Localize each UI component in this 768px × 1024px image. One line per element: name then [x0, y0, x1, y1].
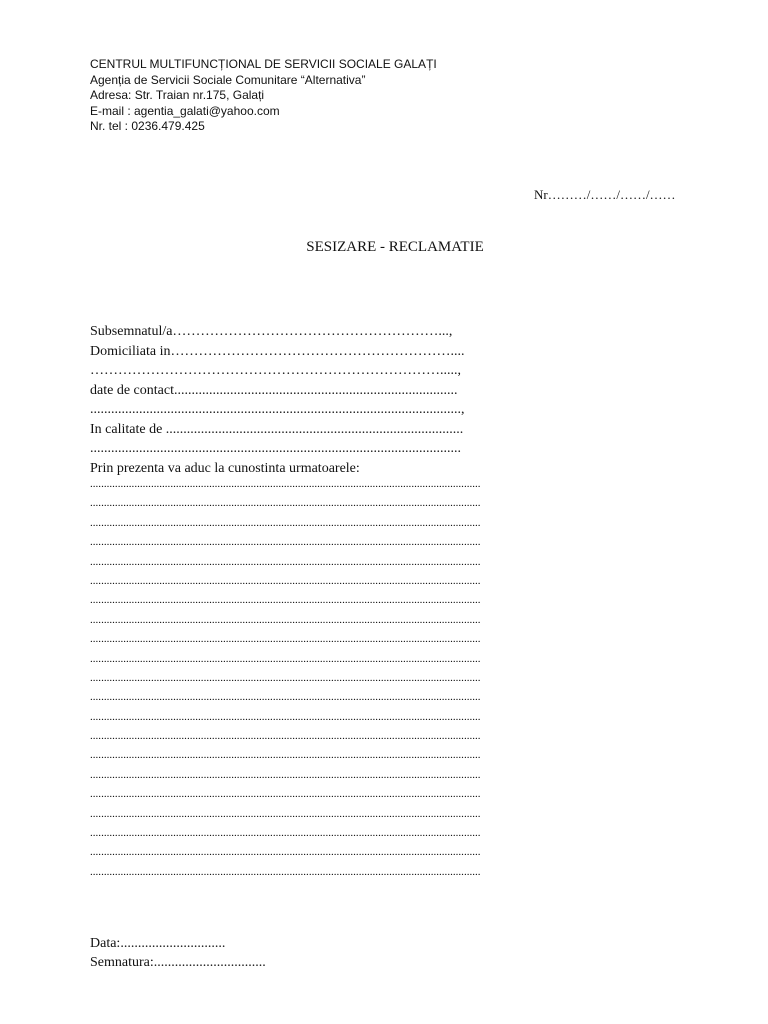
date-field: Data:..............................	[90, 936, 226, 951]
phone: Nr. tel : 0236.479.425	[90, 119, 205, 133]
domiciliata-continuation: ………………………………………………………………….....,	[90, 363, 461, 378]
complaint-line: .............................................................................................................................................	[90, 652, 481, 665]
complaint-line: .............................................................................................................................................	[90, 788, 481, 801]
registration-number-field: Nr………/……/……/……	[534, 187, 676, 202]
complainant-info	[90, 322, 465, 478]
email: E-mail : agentia_galati@yahoo.com	[90, 103, 280, 118]
complaint-line: .............................................................................................................................................	[90, 497, 481, 510]
complaint-line: .............................................................................................................................................	[90, 710, 481, 723]
address: Adresa: Str. Traian nr.175, Galați	[90, 88, 265, 102]
contact-field: date de contact.................................................................................	[90, 382, 458, 398]
organization-name: CENTRUL MULTIFUNCȚIONAL DE SERVICII SOCIALE GALAȚI	[90, 57, 437, 71]
complaint-line: .............................................................................................................................................	[90, 574, 481, 587]
complaint-line: .............................................................................................................................................	[90, 749, 481, 762]
complaint-line: .............................................................................................................................................	[90, 555, 481, 568]
complaint-line: .............................................................................................................................................	[90, 633, 481, 646]
signature-field: Semnatura:................................	[90, 955, 266, 970]
capacity-continuation: ..........................................................................................................	[90, 441, 461, 456]
complaint-line: .............................................................................................................................................	[90, 691, 481, 704]
intro-statement: Prin prezenta va aduc la cunostinta urmatoarele:	[90, 460, 360, 476]
complaint-line: .............................................................................................................................................	[90, 827, 481, 840]
complaint-line: .............................................................................................................................................	[90, 613, 481, 626]
complaint-line: .............................................................................................................................................	[90, 865, 481, 878]
complaint-line: .............................................................................................................................................	[90, 730, 481, 743]
domiciliata-field: Domiciliata in……………………………………………………....	[90, 343, 465, 359]
complaint-line: .............................................................................................................................................	[90, 516, 481, 529]
agency-name: Agenția de Servicii Sociale Comunitare “Alternativa”	[90, 72, 366, 87]
complaint-body	[90, 475, 481, 882]
complaint-line: .............................................................................................................................................	[90, 846, 481, 859]
document-title: SESIZARE - RECLAMATIE	[306, 239, 484, 255]
complaint-line: .............................................................................................................................................	[90, 671, 481, 684]
complaint-line: .............................................................................................................................................	[90, 768, 481, 781]
subsemnatul-field: Subsemnatul/a…………………………………………………...,	[90, 324, 453, 339]
letterhead	[90, 57, 437, 135]
complaint-line: .............................................................................................................................................	[90, 807, 481, 820]
complaint-line: .............................................................................................................................................	[90, 478, 481, 490]
complaint-line: .............................................................................................................................................	[90, 536, 481, 549]
complaint-line: .............................................................................................................................................	[90, 594, 481, 607]
signature-block	[90, 934, 266, 972]
capacity-field: In calitate de .....................................................................................	[90, 421, 464, 437]
contact-continuation: ..........................................................................................................,	[90, 402, 465, 417]
